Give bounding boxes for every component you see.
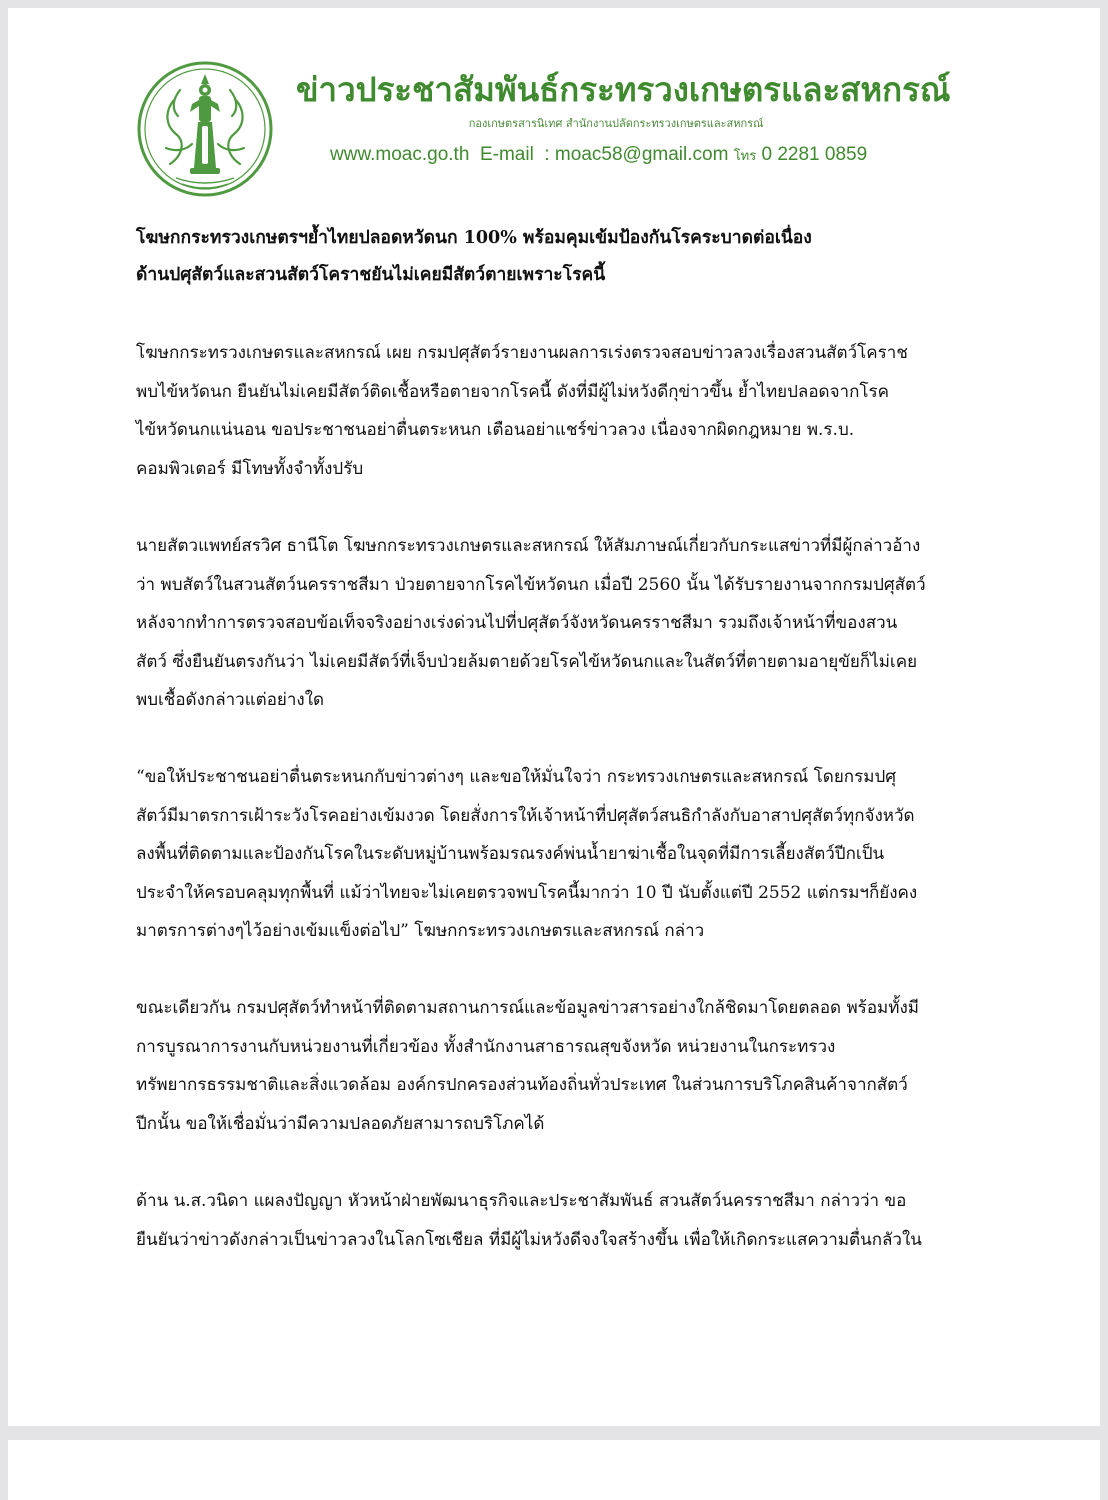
paragraph-4	[136, 989, 976, 1143]
paragraph-5	[136, 1182, 976, 1259]
paragraph-line: การบูรณาการงานกับหน่วยงานที่เกี่ยวข้อง ทั้งสำนักงานสาธารณสุขจังหวัด หน่วยงานในกระทรวง	[136, 1036, 836, 1057]
email-address[interactable]: : moac58@gmail.com	[544, 144, 729, 165]
next-page-edge	[8, 1440, 1100, 1500]
paragraph-line: สัตว์มีมาตรการเฝ้าระวังโรคอย่างเข้มงวด โดยสั่งการให้เจ้าหน้าที่ปศุสัตว์สนธิกำลังกับอาสาปศุสัตว์ทุกจังหวัด	[136, 805, 915, 826]
paragraph-line: พบเชื้อดังกล่าวแต่อย่างใด	[136, 690, 325, 710]
paragraph-line: นายสัตวแพทย์สรวิศ ธานีโต โฆษกกระทรวงเกษตรและสหกรณ์ ให้สัมภาษณ์เกี่ยวกับกระแสข่าวที่มีผู้กล่าวอ้าง	[136, 536, 921, 556]
paragraph-line: ลงพื้นที่ติดตามและป้องกันโรคในระดับหมู่บ้านพร้อมรณรงค์พ่นน้ำยาฆ่าเชื้อในจุดที่มีการเลี้ยงสัตว์ปีกเป็น	[136, 844, 885, 864]
paragraph-2	[136, 527, 976, 720]
ministry-seal-logo	[136, 60, 274, 198]
paragraph-line: ยืนยันว่าข่าวดังกล่าวเป็นข่าวลวงในโลกโซเชียล ที่มีผู้ไม่หวังดีจงใจสร้างขึ้น เพื่อให้เกิดกระแสความตื่นกลัวใน	[136, 1229, 922, 1250]
paragraph-line: มาตรการต่างๆไว้อย่างเข้มแข็งต่อไป” โฆษกกระทรวงเกษตรและสหกรณ์ กล่าว	[136, 921, 705, 941]
headline-line: ด้านปศุสัตว์และสวนสัตว์โคราชยันไม่เคยมีสัตว์ตายเพราะโรคนี้	[136, 265, 606, 285]
headline-line: โฆษกกระทรวงเกษตรฯย้ำไทยปลอดหวัดนก 100% พร้อมคุมเข้มป้องกันโรคระบาดต่อเนื่อง	[136, 228, 812, 248]
paragraph-line: ประจำให้ครอบคลุมทุกพื้นที่ แม้ว่าไทยจะไม่เคยตรวจพบโรคนี้มากว่า 10 ปี นับตั้งแต่ปี 2552 แต่กรมฯก็ยังคง	[136, 882, 918, 903]
paragraph-3	[136, 758, 976, 951]
paragraph-line: ว่า พบสัตว์ในสวนสัตว์นครราชสีมา ป่วยตายจากโรคไข้หวัดนก เมื่อปี 2560 นั้น ได้รับรายงานจากกรมปศุสัตว์	[136, 574, 926, 595]
paragraph-line: หลังจากทำการตรวจสอบข้อเท็จจริงอย่างเร่งด่วนไปที่ปศุสัตว์จังหวัดนครราชสีมา รวมถึงเจ้าหน้าที่ของสวน	[136, 613, 898, 633]
paragraph-line: โฆษกกระทรวงเกษตรและสหกรณ์ เผย กรมปศุสัตว์รายงานผลการเร่งตรวจสอบข่าวลวงเรื่องสวนสัตว์โคราช	[136, 343, 908, 363]
tel-label: โทร	[733, 148, 757, 163]
contact-line	[330, 142, 867, 169]
paragraph-line: ทรัพยากรธรรมชาติและสิ่งแวดล้อม องค์กรปกครองส่วนท้องถิ่นทั่วประเทศ ในส่วนการบริโภคสินค้าจากสัตว์	[136, 1075, 908, 1095]
email-label: E-mail	[479, 144, 534, 165]
page-title: ข่าวประชาสัมพันธ์กระทรวงเกษตรและสหกรณ์	[296, 70, 951, 109]
paragraph-line: คอมพิวเตอร์ มีโทษทั้งจำทั้งปรับ	[136, 458, 364, 479]
paragraph-1	[136, 334, 976, 488]
organization-subtitle: กองเกษตรสารนิเทศ สำนักงานปลัดกระทรวงเกษตรและสหกรณ์	[468, 117, 764, 130]
tel-number: 0 2281 0859	[761, 144, 868, 165]
website-link[interactable]: www.moac.go.th	[330, 144, 470, 165]
headline	[136, 220, 976, 294]
paragraph-line: พบไข้หวัดนก ยืนยันไม่เคยมีสัตว์ติดเชื้อหรือตายจากโรคนี้ ดังที่มีผู้ไม่หวังดีกุข่าวขึ้น ย้ำไทยปลอดจากโรค	[136, 381, 890, 402]
paragraph-line: “ขอให้ประชาชนอย่าตื่นตระหนกกับข่าวต่างๆ และขอให้มั่นใจว่า กระทรวงเกษตรและสหกรณ์ โดยกรมปศุ	[136, 767, 897, 787]
paragraph-line: ด้าน น.ส.วนิดา แผลงปัญญา หัวหน้าฝ่ายพัฒนาธุรกิจและประชาสัมพันธ์ สวนสัตว์นครราชสีมา กล่าวว่า ขอ	[136, 1191, 907, 1211]
paragraph-line: ขณะเดียวกัน กรมปศุสัตว์ทำหน้าที่ติดตามสถานการณ์และข้อมูลข่าวสารอย่างใกล้ชิดมาโดยตลอด พร้อมทั้งมี	[136, 998, 919, 1018]
paragraph-line: สัตว์ ซึ่งยืนยันตรงกันว่า ไม่เคยมีสัตว์ที่เจ็บป่วยล้มตายด้วยโรคไข้หวัดนกและในสัตว์ที่ตายตามอายุขัยก็ไม่เคย	[136, 651, 918, 672]
paragraph-line: ปีกนั้น ขอให้เชื่อมั่นว่ามีความปลอดภัยสามารถบริโภคได้	[136, 1113, 545, 1134]
paragraph-line: ไข้หวัดนกแน่นอน ขอประชาชนอย่าตื่นตระหนก เตือนอย่าแชร์ข่าวลวง เนื่องจากผิดกฎหมาย พ.ร.บ.	[136, 420, 855, 440]
